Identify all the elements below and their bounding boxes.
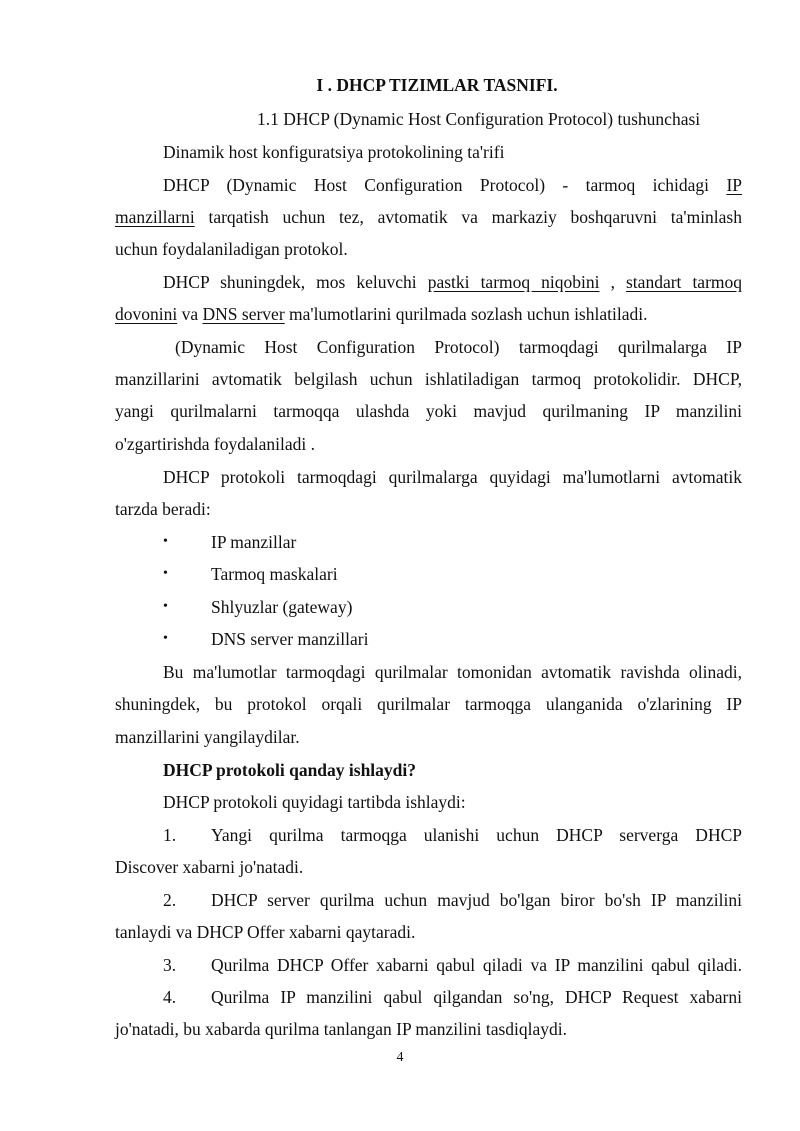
paragraph-3-line-2: manzillarini avtomatik belgilash uchun ishlatiladigan tarmoq protokolidir. DHCP,	[115, 369, 742, 389]
definition-title: Dinamik host konfiguratsiya protokolining ta'rifi	[163, 142, 505, 162]
paragraph-1-line-3: uchun foydalaniladigan protokol.	[115, 239, 348, 259]
default-gateway-link[interactable]: standart tarmoq	[626, 272, 743, 292]
bullet-item: Tarmoq maskalari	[211, 564, 338, 584]
paragraph-text: va	[177, 304, 203, 324]
dns-server-link[interactable]: DNS server	[202, 304, 285, 324]
chapter-heading: I . DHCP TIZIMLAR TASNIFI.	[316, 75, 558, 95]
paragraph-5-line-2: shuningdek, bu protokol orqali qurilmalar tarmoqga ulanganida o'zlarining IP	[115, 694, 742, 714]
paragraph-5-line-3: manzillarini yangilaydilar.	[115, 727, 300, 747]
step-2-line-1: DHCP server qurilma uchun mavjud bo'lgan biror bo'sh IP manzilini	[211, 890, 742, 910]
step-number: 2.	[163, 890, 177, 910]
bullet-item: IP manzillar	[211, 532, 297, 552]
step-4-line-2: jo'natadi, bu xabarda qurilma tanlangan IP manzilini tasdiqlaydi.	[115, 1019, 568, 1039]
paragraph-3-line-1: (Dynamic Host Configuration Protocol) tarmoqdagi qurilmalarga IP	[175, 337, 742, 357]
bullet-item: DNS server manzillari	[211, 629, 369, 649]
step-2-line-2: tanlaydi va DHCP Offer xabarni qaytaradi.	[115, 922, 416, 942]
paragraph-4-line-1: DHCP protokoli tarmoqdagi qurilmalarga quyidagi ma'lumotlarni avtomatik	[163, 467, 742, 487]
bullet-marker: •	[163, 566, 168, 581]
paragraph-4-line-2: tarzda beradi:	[115, 499, 211, 519]
step-number: 1.	[163, 825, 177, 845]
step-1-line-2: Discover xabarni jo'natadi.	[115, 857, 304, 877]
bullet-marker: •	[163, 631, 168, 646]
paragraph-text: ma'lumotlarini qurilmada sozlash uchun ishlatiladi.	[284, 304, 648, 324]
step-1-line-1: Yangi qurilma tarmoqga ulanishi uchun DHCP serverga DHCP	[211, 825, 742, 845]
step-number: 3.	[163, 955, 177, 975]
paragraph-5-line-1: Bu ma'lumotlar tarmoqdagi qurilmalar tomonidan avtomatik ravishda olinadi,	[163, 662, 742, 682]
step-number: 4.	[163, 987, 177, 1007]
bullet-marker: •	[163, 534, 168, 549]
paragraph-2-line-2	[115, 303, 647, 325]
paragraph-2-line-1	[163, 271, 742, 293]
paragraph-3-line-4: o'zgartirishda foydalaniladi .	[115, 434, 315, 454]
bullet-item: Shlyuzlar (gateway)	[211, 597, 353, 617]
section-subheading: 1.1 DHCP (Dynamic Host Configuration Protocol) tushunchasi	[257, 109, 701, 129]
page-number: 4	[396, 1050, 404, 1065]
ip-link[interactable]: IP	[726, 175, 742, 195]
paragraph-1-line-1	[163, 174, 742, 196]
steps-intro: DHCP protokoli quyidagi tartibda ishlaydi:	[163, 792, 466, 812]
paragraph-text: DHCP (Dynamic Host Configuration Protocol) - tarmoq ichidagi	[163, 175, 710, 195]
paragraph-text: DHCP shuningdek, mos keluvchi	[163, 272, 417, 292]
manzillarni-link[interactable]: manzillarni	[115, 207, 195, 227]
paragraph-3-line-3: yangi qurilmalarni tarmoqqa ulashda yoki mavjud qurilmaning IP manzilini	[115, 401, 742, 421]
paragraph-text: tarqatish uchun tez, avtomatik va markaziy boshqaruvni ta'minlash	[194, 207, 742, 227]
step-4-line-1: Qurilma IP manzilini qabul qilgandan so'ng, DHCP Request xabarni	[211, 987, 742, 1007]
subnet-mask-link[interactable]: pastki tarmoq niqobini	[427, 272, 600, 292]
default-gateway-link-cont[interactable]: dovonini	[115, 304, 178, 324]
paragraph-text: ,	[599, 272, 626, 292]
section-title: DHCP protokoli qanday ishlaydi?	[163, 760, 417, 780]
step-3-line-1: Qurilma DHCP Offer xabarni qabul qiladi va IP manzilini qabul qiladi.	[211, 955, 742, 975]
bullet-marker: •	[163, 599, 168, 614]
paragraph-1-line-2	[115, 206, 742, 228]
